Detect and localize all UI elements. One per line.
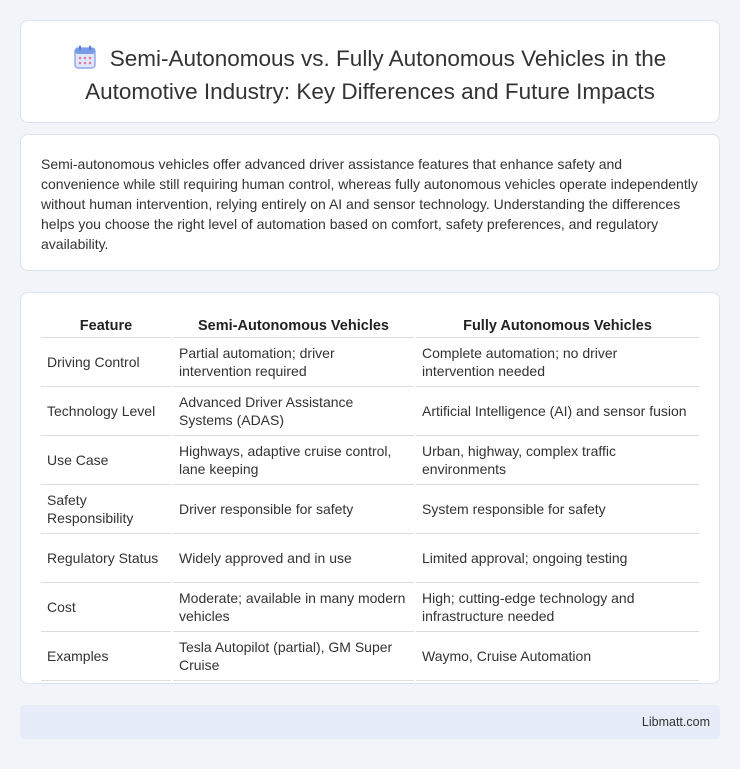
row-semi: Widely approved and in use	[172, 533, 415, 582]
row-feature: Examples	[41, 631, 172, 680]
header-semi-autonomous: Semi-Autonomous Vehicles	[172, 313, 415, 337]
row-full: High; cutting-edge technology and infrastructure needed	[415, 582, 699, 631]
row-feature: Use Case	[41, 435, 172, 484]
table-header-row	[41, 313, 699, 337]
row-feature: Safety Responsibility	[41, 484, 172, 533]
row-full: Waymo, Cruise Automation	[415, 631, 699, 680]
row-semi: Tesla Autopilot (partial), GM Super Cruise	[172, 631, 415, 680]
row-full: Limited approval; ongoing testing	[415, 533, 699, 582]
table-row	[41, 435, 699, 484]
table-row	[41, 582, 699, 631]
row-full: Urban, highway, complex traffic environments	[415, 435, 699, 484]
table-row	[41, 484, 699, 533]
intro-card	[20, 134, 720, 271]
table-row	[41, 386, 699, 435]
header-feature: Feature	[41, 313, 172, 337]
intro-paragraph: Semi-autonomous vehicles offer advanced driver assistance features that enhance safety and convenience while still requiring human control, whereas fully autonomous vehicles operate independently without human intervention, relying entirely on AI and sensor technology. Understanding the differences helps you choose the right level of automation based on comfort, safety preferences, and regulatory availability.	[41, 156, 698, 252]
row-semi: Moderate; available in many modern vehicles	[172, 582, 415, 631]
table-row	[41, 631, 699, 680]
row-feature: Regulatory Status	[41, 533, 172, 582]
row-full: Complete automation; no driver intervention needed	[415, 337, 699, 386]
comparison-card	[20, 292, 720, 684]
row-feature: Technology Level	[41, 386, 172, 435]
row-feature: Cost	[41, 582, 172, 631]
row-full: System responsible for safety	[415, 484, 699, 533]
page-title	[41, 44, 699, 107]
comparison-table	[41, 313, 699, 681]
row-feature: Driving Control	[41, 337, 172, 386]
footer	[20, 705, 720, 739]
header-fully-autonomous: Fully Autonomous Vehicles	[415, 313, 699, 337]
table-row	[41, 337, 699, 386]
row-semi: Partial automation; driver intervention required	[172, 337, 415, 386]
title-card	[20, 20, 720, 123]
row-semi: Advanced Driver Assistance Systems (ADAS)	[172, 386, 415, 435]
row-semi: Highways, adaptive cruise control, lane keeping	[172, 435, 415, 484]
row-semi: Driver responsible for safety	[172, 484, 415, 533]
calendar-icon	[74, 45, 96, 77]
table-row	[41, 533, 699, 582]
page-title-text: Semi-Autonomous vs. Fully Autonomous Vehicles in the Automotive Industry: Key Differences and Future Impacts	[85, 46, 667, 104]
row-full: Artificial Intelligence (AI) and sensor fusion	[415, 386, 699, 435]
footer-brand[interactable]: Libmatt.com	[641, 715, 710, 729]
